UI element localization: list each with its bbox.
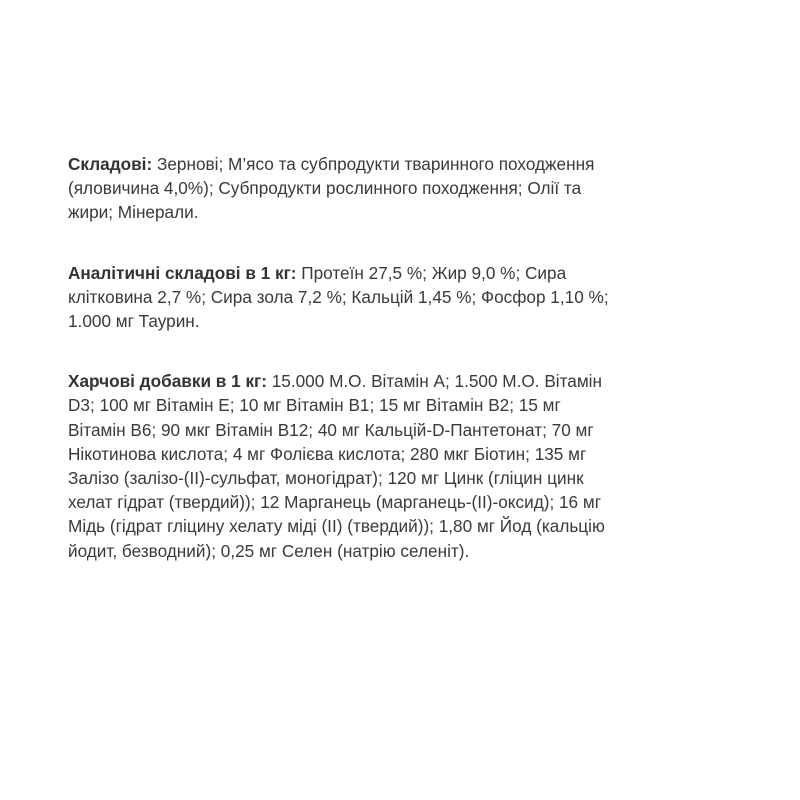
- analytical-text: Протеїн 27,5 %; Жир 9,0 %; Сира клітковина 2,7 %; Сира зола 7,2 %; Кальцій 1,45 %; Фосфор 1,10 %; 1.000 мг Таурин.: [68, 262, 609, 332]
- composition-section: [68, 152, 748, 225]
- document-body: [68, 152, 748, 563]
- composition-text: Зернові; М’ясо та субпродукти тваринного походження (яловичина 4,0%); Субпродукти рослинного походження; Олії та жири; Мінерали.: [68, 154, 595, 223]
- analytical-label: Аналітичні складові в 1 кг:: [68, 262, 297, 283]
- additives-section: [68, 369, 748, 563]
- analytical-section: [68, 261, 748, 334]
- additives-text: 15.000 М.О. Вітамін А; 1.500 М.О. Вітамін D3; 100 мг Вітамін Е; 10 мг Вітамін В1; 15 мг Вітамін В2; 15 мг Вітамін В6; 90 мкг Вітамін В12; 40 мг Кальцій-D-Пантетонат; 70 мг Нікотинова кислота; 4 мг Фолієва кислота; 280 мкг Біотин; 135 мг Залізо (залізо-(ІІ)-сульфат, моногідрат); 120 мг Цинк (гліцин цинк хелат гідрат (твердий)); 12 Марганець (марганець-(ІІ)-оксид); 16 мг Мідь (гідрат гліцину хелату міді (ІІ) (твердий)); 1,80 мг Йод (кальцію йодит, безводний); 0,25 мг Селен (натрію селеніт).: [68, 371, 605, 561]
- composition-label: Складові:: [68, 154, 153, 174]
- additives-label: Харчові добавки в 1 кг:: [68, 371, 267, 392]
